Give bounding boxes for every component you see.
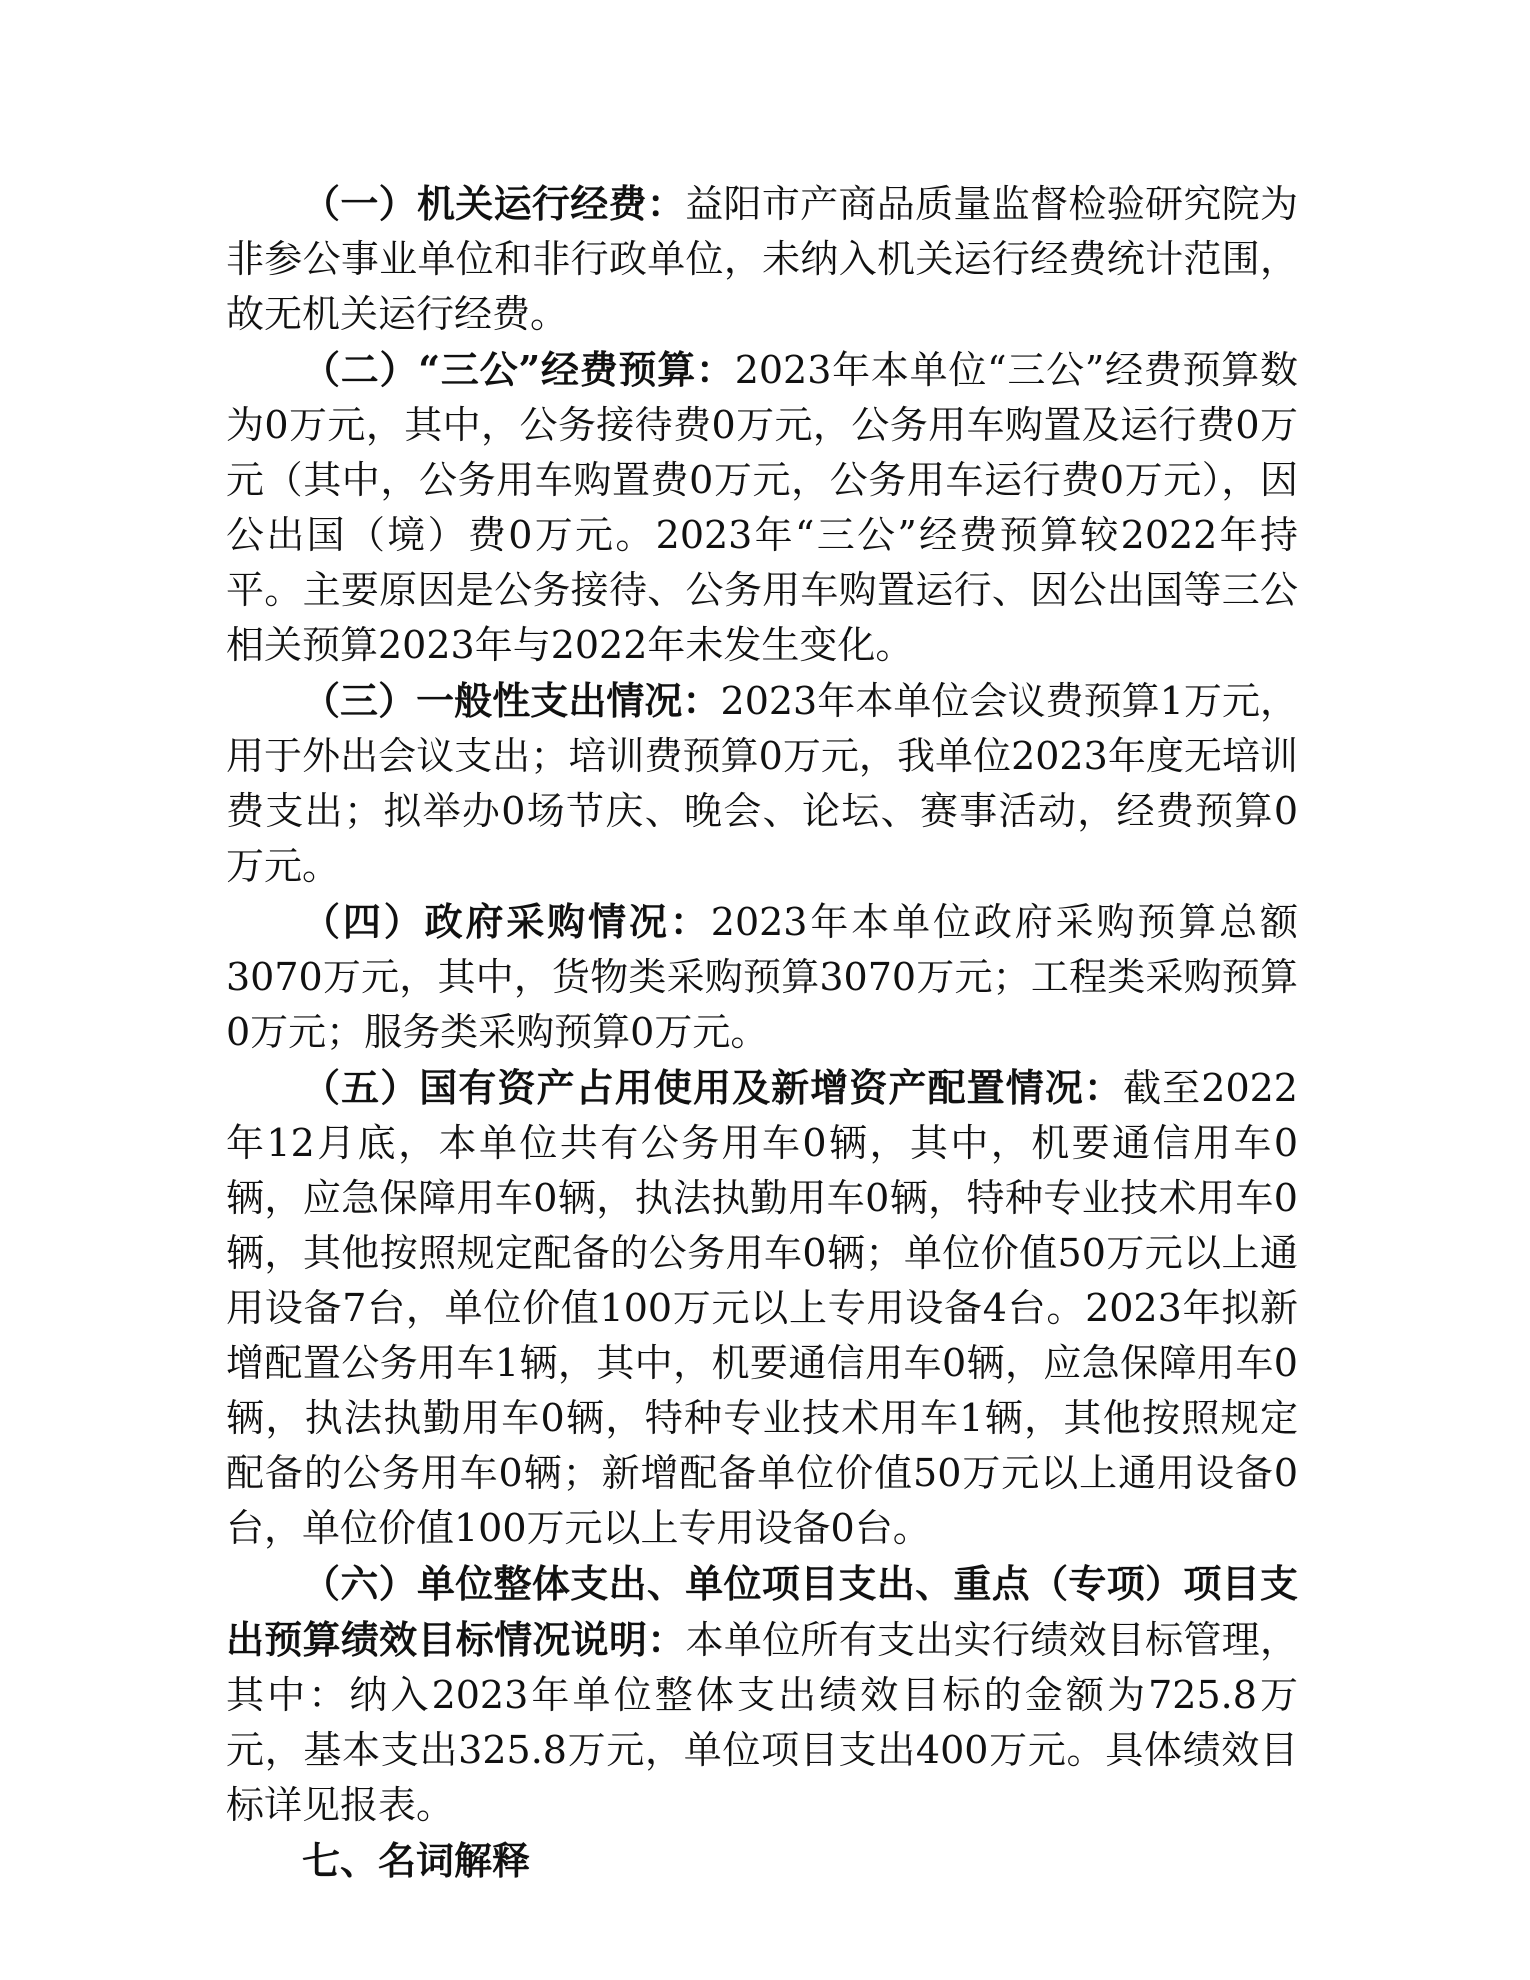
document-page [226,176,1298,1888]
paragraph-state-assets [226,1060,1298,1556]
paragraph-three-public-expenses [226,342,1298,673]
paragraph-government-procurement [226,894,1298,1060]
paragraph-body: 益阳市产商品质量监督检验研究院为非参公事业单位和非行政单位，未纳入机关运行经费统计范围，故无机关运行经费。 [226,182,1298,336]
paragraph-lead: （四）政府采购情况： [302,899,711,944]
paragraph-body: 截至2022年12月底，本单位共有公务用车0辆，其中，机要通信用车0辆，应急保障用车0辆，执法执勤用车0辆，特种专业技术用车0辆，其他按照规定配备的公务用车0辆；单位价值50万元以上通用设备7台，单位价值100万元以上专用设备4台。2023年拟新增配置公务用车1辆，其中，机要通信用车0辆，应急保障用车0辆，执法执勤用车0辆，特种专业技术用车1辆，其他按照规定配备的公务用车0辆；新增配备单位价值50万元以上通用设备0台，单位价值100万元以上专用设备0台。 [226,1066,1298,1550]
paragraph-body: 2023年本单位政府采购预算总额3070万元，其中，货物类采购预算3070万元；工程类采购预算0万元；服务类采购预算0万元。 [226,900,1298,1054]
paragraph-lead: （一）机关运行经费： [302,181,686,226]
paragraph-performance-targets [226,1556,1298,1833]
paragraph-body: 2023年本单位“三公”经费预算数为0万元，其中，公务接待费0万元，公务用车购置及运行费0万元（其中，公务用车购置费0万元，公务用车运行费0万元），因公出国（境）费0万元。2023年“三公”经费预算较2022年持平。主要原因是公务接待、公务用车购置运行、因公出国等三公相关预算2023年与2022年未发生变化。 [226,348,1298,667]
paragraph-general-expenditure [226,673,1298,894]
paragraph-operating-funds [226,176,1298,342]
paragraph-lead: （五）国有资产占用使用及新增资产配置情况： [302,1065,1124,1110]
paragraph-lead: （三）一般性支出情况： [302,678,721,723]
paragraph-lead: （二）“三公”经费预算： [302,347,735,392]
paragraph-body: 本单位所有支出实行绩效目标管理，其中：纳入2023年单位整体支出绩效目标的金额为725.8万元，基本支出325.8万元，单位项目支出400万元。具体绩效目标详见报表。 [226,1618,1298,1827]
paragraph-lead: （六）单位整体支出、单位项目支出、重点（专项）项目支出预算绩效目标情况说明： [226,1561,1298,1662]
paragraph-body: 2023年本单位会议费预算1万元，用于外出会议支出；培训费预算0万元，我单位2023年度无培训费支出；拟举办0场节庆、晚会、论坛、赛事活动，经费预算0万元。 [226,679,1298,888]
section-heading-glossary: 七、名词解释 [302,1838,531,1883]
